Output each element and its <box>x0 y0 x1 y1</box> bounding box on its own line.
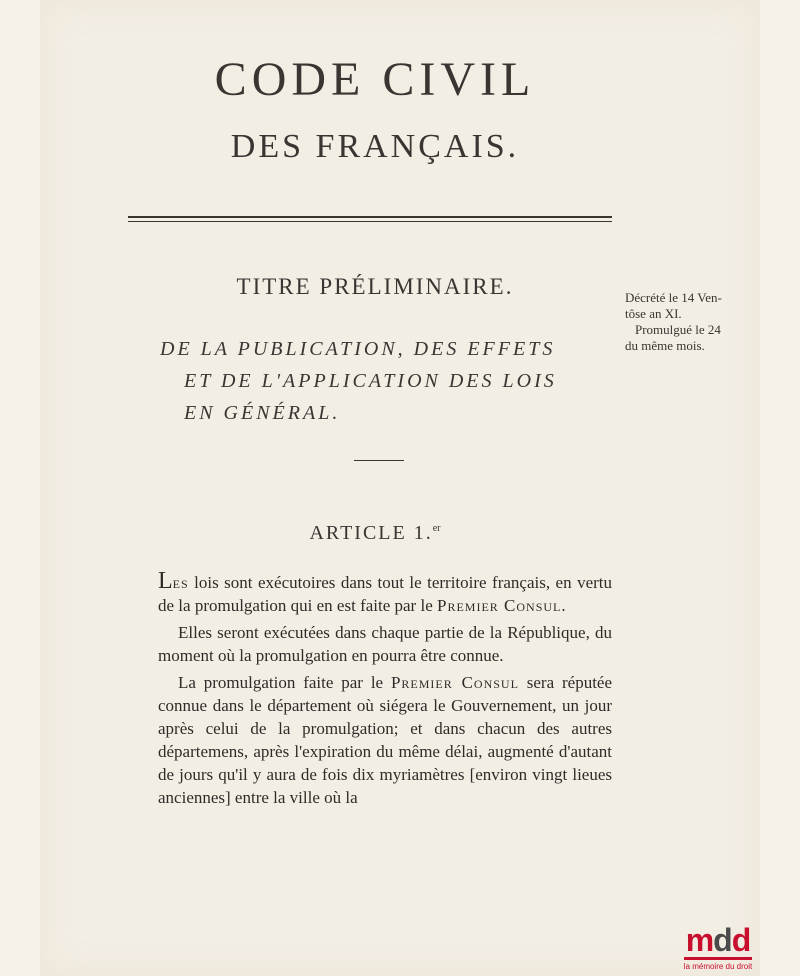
section-heading-line: EN GÉNÉRAL. <box>184 402 341 424</box>
paragraph <box>158 570 612 617</box>
section-heading-line: ET DE L'APPLICATION DES LOIS <box>184 370 557 392</box>
margin-note-line: du même mois. <box>625 338 705 353</box>
paragraph <box>158 671 612 809</box>
titre-heading: TITRE PRÉLIMINAIRE. <box>236 274 514 299</box>
paragraph-text: lois sont exécutoires dans tout le territoire français, en vertu de la promulgation qui en est faite par le <box>158 573 612 615</box>
paragraph-text: sera réputée connue dans le département où siégera le Gouvernement, un jour après celui de la promulgation; et dans chacun des autres départemens, après l'expiration du même délai, augmenté d'autant de jours qu'il y aura de fois dix myriamètres [environ vingt lieues anciennes] entre la ville où la <box>158 673 613 807</box>
double-rule-bottom <box>128 221 612 222</box>
double-rule-top <box>128 216 612 218</box>
article-body <box>158 570 612 813</box>
article-heading <box>40 522 710 545</box>
initial-letter-rest: es <box>172 573 189 592</box>
premier-consul: Premier Consul <box>437 596 562 615</box>
page-subtitle: DES FRANÇAIS. <box>230 128 520 165</box>
section-heading-line: DE LA PUBLICATION, DES EFFETS <box>160 338 556 360</box>
premier-consul: Premier Consul <box>390 673 519 692</box>
margin-note-line: Décrété le 14 Ven- <box>625 290 722 305</box>
margin-note-line: Promulgué le 24 <box>635 322 721 337</box>
margin-note-line: tôse an XI. <box>625 306 682 321</box>
margin-note <box>625 290 755 354</box>
initial-letter: L <box>158 568 173 594</box>
article-label: ARTICLE 1. <box>309 522 433 544</box>
paragraph-text: La promulgation faite par le <box>178 673 391 692</box>
logo-tagline: la mémoire du droit <box>683 962 753 971</box>
book-page <box>40 0 760 976</box>
paragraph-text: . <box>561 596 566 615</box>
logo-wordmark: mdd <box>685 922 751 958</box>
paragraph: Elles seront exécutées dans chaque partie de la République, du moment où la promulgation en pourra être connue. <box>158 623 612 665</box>
page-title: CODE CIVIL <box>214 53 536 106</box>
article-ordinal-suffix: er <box>432 523 441 534</box>
section-heading <box>160 333 630 429</box>
section-divider <box>354 460 404 461</box>
mdd-logo <box>678 922 758 971</box>
